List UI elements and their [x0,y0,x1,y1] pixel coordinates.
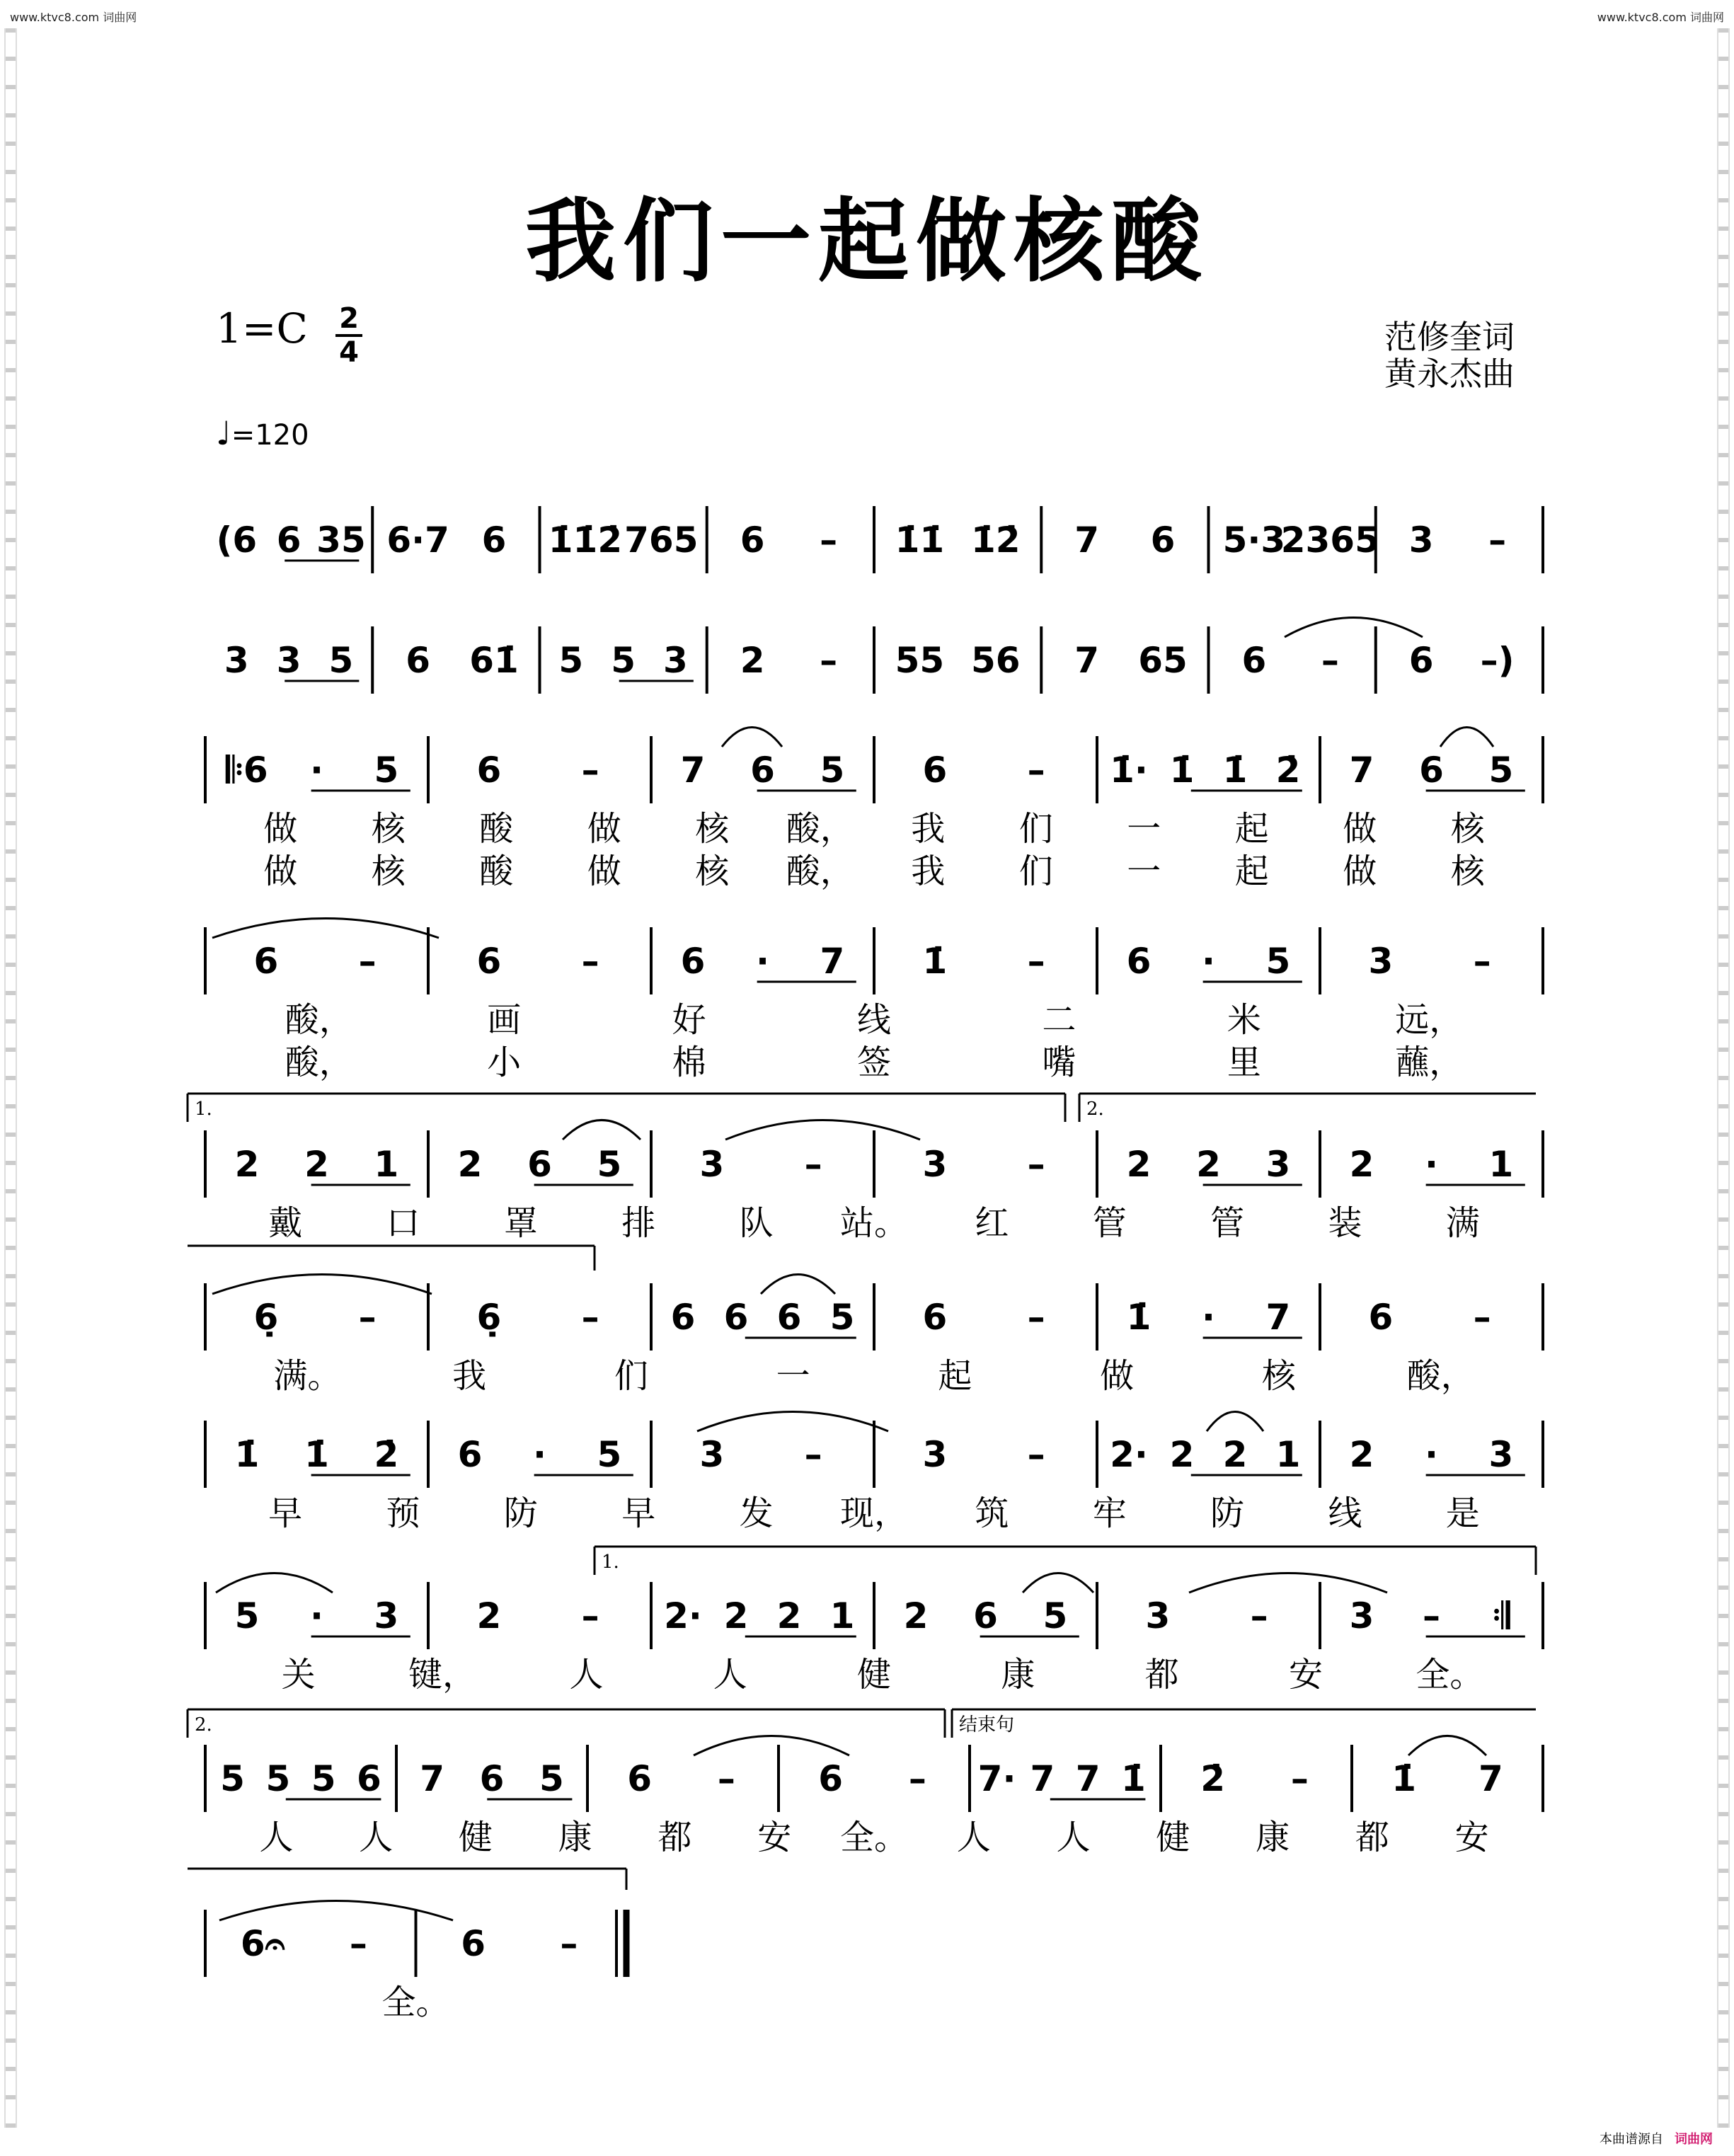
jianpu-note: 3 [1265,1144,1291,1185]
jianpu-note: 3 [224,640,249,681]
jianpu-note: 6 [723,1297,749,1338]
lyric-line-1: 站。 [839,1203,909,1243]
jianpu-note: – [820,640,838,681]
jianpu-note: 5 [311,1758,336,1799]
jianpu-note: 1̇ [1169,750,1195,791]
lyric-line-1: 们 [614,1356,648,1396]
key-signature: 1=C [216,304,308,352]
lyric-line-1: 一 [776,1356,810,1396]
jianpu-note: 5 [611,640,636,681]
jianpu-note: 3 [1145,1595,1171,1636]
lyric-line-2: 核 [695,851,730,891]
lyric-line-2: 一 [1127,851,1161,891]
song-title: 我们一起做核酸 [524,189,1209,294]
jianpu-note: 61̇ [469,640,519,681]
lyric-line-2: 蘸， [1395,1043,1464,1082]
jianpu-note: – [349,1923,367,1964]
jianpu-note: 2̇ [1275,750,1301,791]
jianpu-note: 6 [481,520,507,561]
jianpu-note: – [804,1434,822,1475]
jianpu-note: 7 [1030,1758,1055,1799]
lyric-line-2: 签 [856,1043,892,1082]
jianpu-note: 5 [597,1434,622,1475]
jianpu-note: 6 [479,1758,505,1799]
lyric-line-1: 早 [621,1493,656,1533]
jianpu-note: – [1321,640,1339,681]
jianpu-note: · [1425,1434,1438,1475]
jianpu-note: 7 [1265,1297,1291,1338]
lyric-line-1: 人 [956,1818,991,1857]
jianpu-note: 6 [750,750,775,791]
footer-note: 本曲谱源自 [1600,2132,1663,2147]
jianpu-note: 5 [820,750,845,791]
jianpu-note: 5 [558,640,584,681]
slur [694,1736,849,1756]
jianpu-note: · [1425,1144,1438,1185]
jianpu-note: 1̇1̇ [895,520,945,561]
jianpu-note: – [358,1297,377,1338]
lyric-line-1: 做 [1343,809,1377,849]
jianpu-note: 2 [723,1595,749,1636]
jianpu-note: – [1423,1595,1440,1636]
slur [1285,618,1423,638]
slur [212,919,439,939]
lyric-line-1: 满 [1445,1203,1480,1243]
jianpu-note: 3 [699,1144,725,1185]
jianpu-note: 6·7 [386,520,449,561]
slur [1189,1573,1387,1593]
slur [1207,1412,1263,1432]
lyric-line-1: 二 [1042,1000,1076,1040]
watermark-right: www.ktvc8.com 词曲网 [1597,11,1724,24]
jianpu-note: – [1250,1595,1268,1636]
jianpu-note: 765 [624,520,699,561]
jianpu-note: 5 [829,1297,855,1338]
slur [1440,728,1493,747]
lyric-line-1: 罩 [503,1203,538,1243]
jianpu-note: · [756,941,769,982]
jianpu-note: (6 [216,520,258,561]
lyric-line-1: 排 [621,1203,656,1243]
jianpu-note: 2 [304,1144,329,1185]
jianpu-note: 7 [1074,520,1100,561]
jianpu-note: 2· [664,1595,702,1636]
jianpu-note: 2̇ [1200,1758,1226,1799]
jianpu-note: 1̇2̇ [971,520,1021,561]
jianpu-note: 6 [776,1297,802,1338]
time-signature-top: 2 [339,302,359,335]
jianpu-note: 6 [406,640,431,681]
jianpu-note: 6 [1126,941,1152,982]
lyric-line-2: 酸 [479,851,514,891]
slur [219,1901,453,1921]
jianpu-note: 7 [1075,1758,1101,1799]
volta-label: 1. [602,1552,619,1573]
jianpu-note: 6 [627,1758,653,1799]
jianpu-note: – [1027,1297,1045,1338]
slur [1023,1573,1093,1593]
jianpu-note: 7 [420,1758,445,1799]
composer-credit: 黄永杰曲 [1384,355,1515,393]
lyric-line-1: 酸， [285,1000,353,1040]
jianpu-note: 6 [476,941,502,982]
lyric-line-1: 远， [1395,1000,1464,1040]
jianpu-note: – [581,750,599,791]
jianpu-note: 6𝄐 [240,1923,285,1964]
lyric-line-1: 防 [1210,1493,1245,1533]
jianpu-note: – [1473,941,1491,982]
jianpu-note: – [581,1297,599,1338]
lyric-line-1: 都 [1355,1818,1389,1857]
lyric-line-2: 嘴 [1042,1043,1076,1082]
jianpu-note: 2 [776,1595,802,1636]
lyric-line-1: 核 [1450,809,1485,849]
lyric-line-2: 酸， [786,851,854,891]
jianpu-note: 5 [265,1758,291,1799]
jianpu-note: 1 [1275,1434,1301,1475]
jianpu-note: 3 [374,1595,399,1636]
jianpu-note: 2· [1110,1434,1148,1475]
jianpu-note: 6 [1368,1297,1394,1338]
lyric-line-1: 酸， [786,809,854,849]
lyric-line-1: 管 [1210,1203,1245,1243]
jianpu-note: – [581,1595,599,1636]
lyric-line-2: 里 [1227,1043,1261,1082]
slur [212,1275,432,1295]
jianpu-note: – [1027,1144,1045,1185]
lyric-line-1: 是 [1445,1493,1480,1533]
lyric-line-1: 安 [757,1818,792,1857]
jianpu-note: 1 [1488,1144,1514,1185]
slur [761,1275,835,1295]
jianpu-note: 6 [922,750,948,791]
lyric-line-1: 早 [268,1493,303,1533]
lyric-line-1: 起 [1234,809,1269,849]
lyric-line-1: 人 [359,1818,394,1857]
lyric-line-1: 我 [911,809,946,849]
lyric-line-1: 队 [739,1203,774,1243]
jianpu-note: 5 [539,1758,564,1799]
slur [722,728,782,747]
jianpu-note: 1̇ [304,1434,329,1475]
jianpu-note: –) [1480,640,1515,681]
lyric-line-1: 好 [672,1000,706,1040]
lyric-line-1: 键， [408,1655,477,1695]
tempo-value: =120 [231,419,309,452]
lyric-line-2: 小 [487,1043,522,1082]
jianpu-note: 1̇· [1110,750,1148,791]
lyric-line-2: 核 [371,851,406,891]
jianpu-note: 1̇ [234,1434,260,1475]
jianpu-note: 6 [670,1297,696,1338]
slur [563,1120,641,1140]
jianpu-note: 6̣ [476,1297,502,1338]
lyric-line-1: 全。 [1416,1655,1484,1695]
jianpu-note: 1̇ [1391,1758,1417,1799]
jianpu-note: 𝄇 [1492,1595,1510,1636]
watermark-left: www.ktvc8.com 词曲网 [10,11,137,24]
jianpu-note: – [804,1144,822,1185]
jianpu-note: 1̇1̇2̇ [548,520,623,561]
jianpu-note: 6 [680,941,706,982]
lyric-line-2: 酸， [285,1043,353,1082]
lyric-line-1: 康 [558,1818,592,1857]
jianpu-note: 7 [1074,640,1100,681]
jianpu-note: – [581,941,599,982]
jianpu-note: 6 [253,941,279,982]
jianpu-note: – [1027,750,1045,791]
jianpu-note: 7 [820,941,845,982]
jianpu-note: 2 [903,1595,929,1636]
lyric-line-1: 牢 [1092,1493,1127,1533]
jianpu-note: 3 [922,1144,948,1185]
jianpu-note: 6 [1408,640,1434,681]
jianpu-note: 2 [234,1144,260,1185]
jianpu-note: 5 [1265,941,1291,982]
lyric-line-1: 装 [1328,1203,1362,1243]
lyric-line-1: 米 [1227,1000,1261,1040]
lyric-line-1: 发 [739,1493,774,1533]
volta-label: 1. [195,1099,212,1120]
jianpu-note: 1̇ [1121,1758,1146,1799]
lyric-line-1: 满。 [273,1356,342,1396]
jianpu-note: 56 [971,640,1021,681]
lyric-line-2: 棉 [672,1043,706,1082]
jianpu-note: – [560,1923,578,1964]
lyric-line-1: 管 [1092,1203,1127,1243]
lyric-line-1: 做 [263,809,298,849]
jianpu-note: 5·3 [1222,520,1286,561]
time-signature-bottom: 4 [339,336,359,369]
jianpu-note: 35 [316,520,366,561]
lyric-line-1: 起 [938,1356,972,1396]
lyric-line-1: 口 [386,1203,420,1243]
lyric-line-1: 做 [587,809,621,849]
jianpu-note: – [908,1758,926,1799]
lyric-line-1: 关 [281,1655,316,1695]
lyric-line-1: 筑 [975,1493,1009,1533]
jianpu-note: 𝄆6 [226,750,268,791]
jianpu-note: 3 [663,640,688,681]
jianpu-note: 6 [476,750,502,791]
jianpu-note: 5 [374,750,399,791]
lyric-line-1: 现， [839,1493,909,1533]
jianpu-note: 6 [276,520,302,561]
lyric-line-1: 预 [386,1493,420,1533]
footer-site: 词曲网 [1675,2132,1713,2147]
lyric-line-1: 画 [487,1000,522,1040]
jianpu-note: 3 [1408,520,1434,561]
jianpu-note: 7 [1478,1758,1503,1799]
jianpu-note: 3 [922,1434,948,1475]
jianpu-note: 1̇ [1222,750,1248,791]
lyric-line-1: 线 [856,1000,892,1040]
jianpu-note: 6 [1150,520,1176,561]
lyric-line-1: 都 [658,1818,692,1857]
jianpu-note: 6 [740,520,765,561]
slur [216,1573,333,1593]
lyric-line-1: 红 [975,1203,1009,1243]
jianpu-note: – [1027,941,1045,982]
jianpu-note: 7· [977,1758,1016,1799]
jianpu-note: 5 [234,1595,260,1636]
volta-label: 结束句 [959,1714,1015,1736]
volta-label: 2. [195,1714,212,1736]
jianpu-note: – [717,1758,735,1799]
jianpu-note: 3 [1349,1595,1374,1636]
jianpu-note: 5 [220,1758,245,1799]
quarter-note-icon: ♩ [216,414,231,452]
lyric-line-1: 线 [1328,1493,1362,1533]
lyric-line-2: 做 [587,851,621,891]
lyric-line-1: 健 [856,1655,892,1695]
lyric-line-1: 们 [1018,809,1053,849]
jianpu-note: 6 [973,1595,998,1636]
jianpu-note: 6 [527,1144,552,1185]
jianpu-note: 2 [1222,1434,1248,1475]
jianpu-note: 2 [1126,1144,1152,1185]
lyric-line-1: 都 [1144,1655,1179,1695]
jianpu-note: – [358,941,377,982]
jianpu-note: 2 [740,640,765,681]
jianpu-note: · [310,750,323,791]
jianpu-note: 6 [1419,750,1444,791]
lyric-line-1: 人 [713,1655,747,1695]
lyric-line-2: 核 [1450,851,1485,891]
lyric-line-1: 戴 [268,1203,303,1243]
lyric-line-2: 们 [1018,851,1053,891]
lyric-line-1: 人 [569,1655,604,1695]
lyricist-credit: 范修奎词 [1384,318,1515,356]
jianpu-note: 3 [1488,1434,1514,1475]
jianpu-note: 6 [1241,640,1267,681]
jianpu-note: 2 [1349,1434,1374,1475]
jianpu-note: 5 [1488,750,1514,791]
jianpu-note: 6 [461,1923,486,1964]
jianpu-note: 6 [922,1297,948,1338]
jianpu-note: · [310,1595,323,1636]
lyric-line-1: 安 [1454,1818,1489,1857]
lyric-line-1: 一 [1127,809,1161,849]
jianpu-note: 6 [457,1434,483,1475]
jianpu-note: 6̣ [253,1297,279,1338]
jianpu-note: – [820,520,838,561]
slur [725,1120,920,1140]
jianpu-note: – [1473,1297,1491,1338]
lyric-line-1: 人 [1056,1818,1091,1857]
jianpu-note: 7 [1349,750,1374,791]
jianpu-note: 6 [357,1758,381,1799]
jianpu-note: 5 [597,1144,622,1185]
jianpu-note: 2365 [1280,520,1379,561]
lyric-line-1: 人 [259,1818,294,1857]
jianpu-note: – [1488,520,1507,561]
jianpu-note: 5 [1043,1595,1068,1636]
jianpu-note: 3 [699,1434,725,1475]
lyric-line-1: 康 [1256,1818,1290,1857]
lyric-line-2: 做 [1343,851,1377,891]
lyric-line-1: 核 [1261,1356,1296,1396]
jianpu-note: 2 [476,1595,502,1636]
slur [1408,1736,1486,1756]
volta-label: 2. [1086,1099,1104,1120]
jianpu-note: 1̇ [922,941,948,982]
lyric-line-1: 酸 [479,809,514,849]
jianpu-note: 3 [1368,941,1394,982]
lyric-line-1: 核 [695,809,730,849]
lyric-line-1: 全。 [839,1818,909,1857]
jianpu-note: 55 [895,640,945,681]
jianpu-note: – [1290,1758,1309,1799]
jianpu-note: 2 [1349,1144,1374,1185]
jianpu-note: 1 [374,1144,399,1185]
lyric-line-2: 我 [911,851,946,891]
lyric-line-2: 做 [263,851,298,891]
jianpu-note: · [533,1434,546,1475]
lyric-line-1: 酸， [1406,1356,1475,1396]
lyric-line-1: 做 [1100,1356,1135,1396]
jianpu-note: 5 [328,640,354,681]
jianpu-note: · [1202,941,1215,982]
footer-source [1600,2129,1713,2148]
lyric-line-1: 我 [452,1356,487,1396]
jianpu-note: 7 [680,750,706,791]
lyric-line-1: 核 [371,809,406,849]
jianpu-note: 3 [276,640,302,681]
jianpu-note: 65 [1138,640,1188,681]
jianpu-note: 1 [829,1595,855,1636]
jianpu-note: 2̇ [374,1434,399,1475]
lyric-line-1: 康 [1001,1655,1035,1695]
jianpu-note: 6 [818,1758,844,1799]
jianpu-note: – [1027,1434,1045,1475]
jianpu-note: 2 [457,1144,483,1185]
jianpu-note: 1̇ [1126,1297,1152,1338]
lyric-line-1: 安 [1288,1655,1324,1695]
jianpu-note: 2 [1196,1144,1221,1185]
lyric-line-1: 健 [458,1818,493,1857]
slur [697,1412,888,1432]
lyric-line-1: 防 [503,1493,538,1533]
jianpu-note: 2 [1169,1434,1195,1475]
lyric-line-1: 全。 [381,1983,450,2022]
jianpu-note: · [1202,1297,1215,1338]
lyric-line-1: 健 [1156,1818,1190,1857]
lyric-line-2: 起 [1234,851,1269,891]
